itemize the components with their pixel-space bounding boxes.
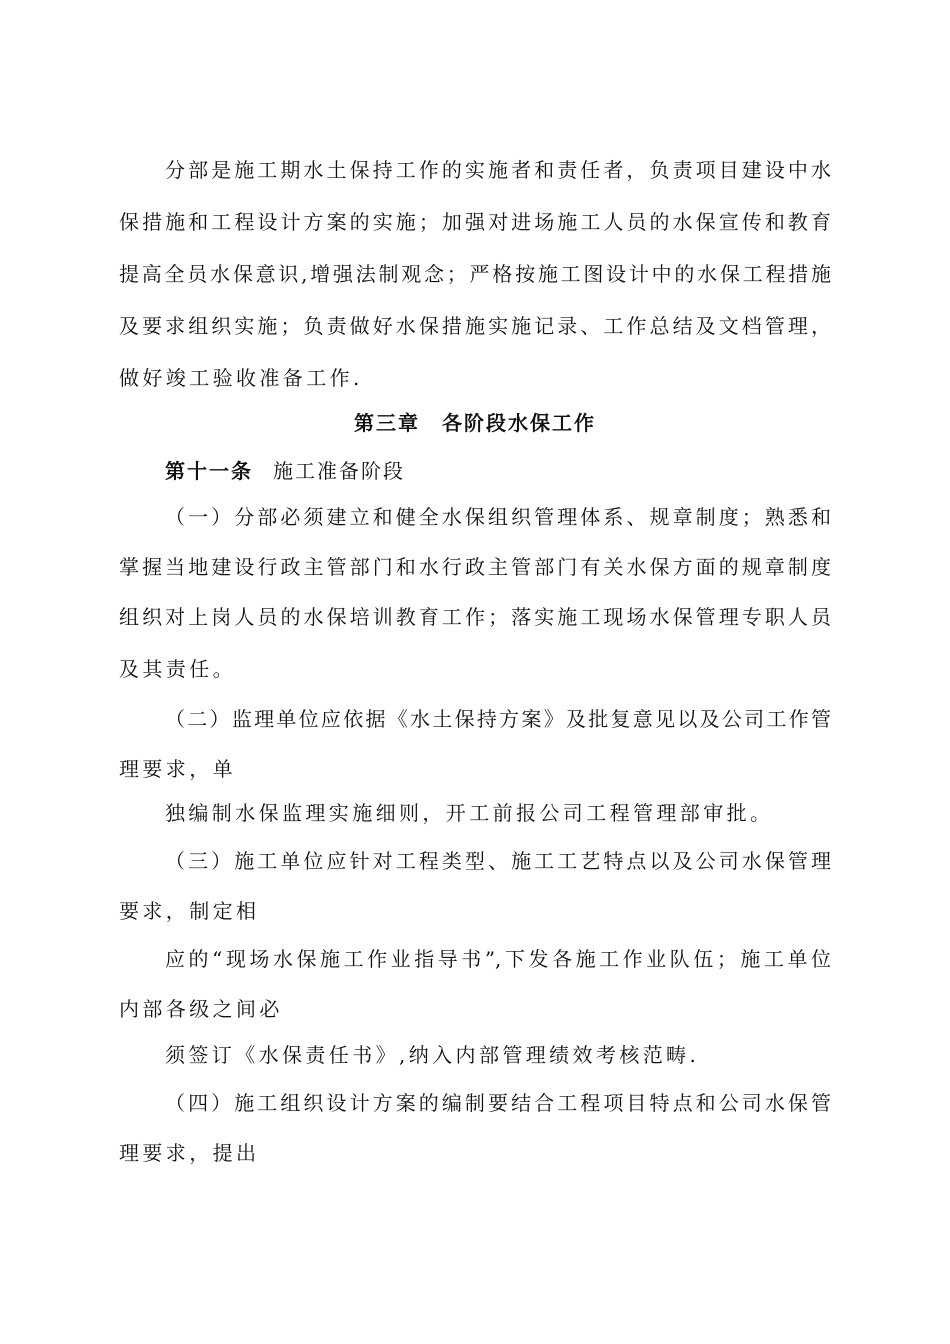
paragraph-line: 组织对上岗人员的水保培训教育工作；落实施工现场水保管理专职人员 — [119, 605, 831, 629]
paragraph-line: 理要求，提出 — [119, 1141, 260, 1165]
paragraph-line: 须签订《水保责任书》,纳入内部管理绩效考核范畴. — [165, 1043, 700, 1067]
paragraph-line: 提高全员水保意识,增强法制观念；严格按施工图设计中的水保工程措施 — [119, 262, 831, 286]
paragraph-line: 掌握当地建设行政主管部门和水行政主管部门有关水保方面的规章制度 — [119, 555, 831, 579]
paragraph-line: （三）施工单位应针对工程类型、施工工艺特点以及公司水保管理 — [165, 849, 831, 873]
paragraph-line: 内部各级之间必 — [119, 997, 283, 1021]
paragraph-line: 理要求，单 — [119, 757, 236, 781]
article-heading — [165, 458, 831, 484]
paragraph-line: 及要求组织实施；负责做好水保措施实施记录、工作总结及文档管理， — [119, 314, 831, 338]
article-number: 第十一条 — [165, 459, 253, 483]
paragraph-line: 应的“现场水保施工作业指导书”,下发各施工作业队伍；施工单位 — [165, 947, 831, 971]
chapter-title: 第三章 各阶段水保工作 — [354, 411, 596, 435]
paragraph-line: 做好竣工验收准备工作. — [119, 366, 363, 390]
paragraph-line: （一）分部必须建立和健全水保组织管理体系、规章制度；熟悉和 — [165, 505, 831, 529]
paragraph-line: （四）施工组织设计方案的编制要结合工程项目特点和公司水保管 — [165, 1091, 831, 1115]
paragraph-line: 独编制水保监理实施细则，开工前报公司工程管理部审批。 — [165, 801, 774, 825]
paragraph-line: 及其责任。 — [119, 657, 236, 681]
article-title: 施工准备阶段 — [273, 459, 405, 483]
paragraph-line: 分部是施工期水土保持工作的实施者和责任者，负责项目建设中水 — [165, 158, 831, 182]
paragraph-line: （二）监理单位应依据《水土保持方案》及批复意见以及公司工作管 — [165, 707, 831, 731]
paragraph-line: 要求，制定相 — [119, 899, 260, 923]
paragraph-line: 保措施和工程设计方案的实施；加强对进场施工人员的水保宣传和教育 — [119, 210, 831, 234]
